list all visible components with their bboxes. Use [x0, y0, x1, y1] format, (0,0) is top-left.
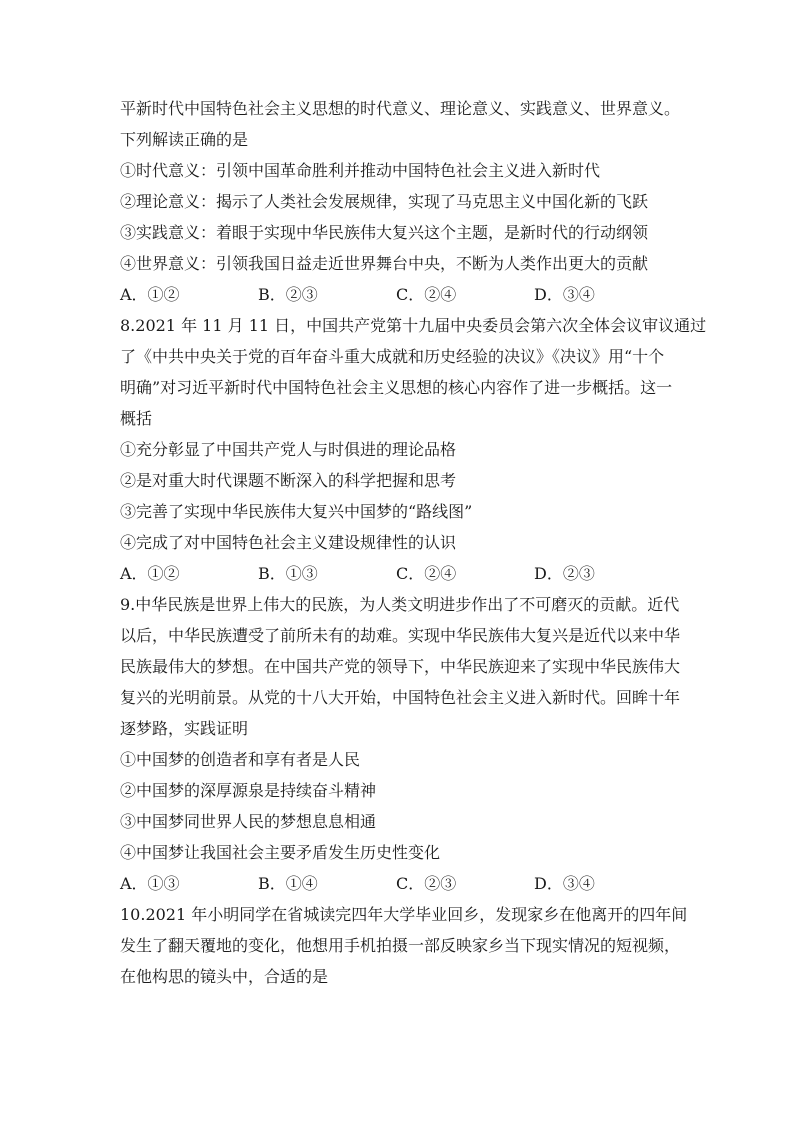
statement-4: ④中国梦让我国社会主要矛盾发生历史性变化: [120, 843, 441, 862]
question-stem-line: 了《中共中央关于党的百年奋斗重大成就和历史经验的决议》《决议》用“十个: [120, 347, 665, 366]
question-8: [120, 310, 707, 589]
option-b: B．①③: [258, 564, 318, 583]
statement-1: ①中国梦的创造者和享有者是人民: [120, 750, 361, 769]
question-stem-line: 平新时代中国特色社会主义思想的时代意义、理论意义、实践意义、世界意义。: [120, 99, 681, 118]
question-stem-line: 9.中华民族是世界上伟大的民族，为人类文明进步作出了不可磨灭的贡献。近代: [120, 595, 680, 614]
option-a: A．①②: [120, 285, 180, 304]
statement-3: ③中国梦同世界人民的梦想息息相通: [120, 812, 377, 831]
question-stem-line: 在他构思的镜头中，合适的是: [120, 967, 329, 986]
option-d: D．②③: [534, 564, 595, 583]
option-d: D．③④: [534, 874, 595, 893]
question-stem-line: 民族最伟大的梦想。在中国共产党的领导下，中华民族迎来了实现中华民族伟大: [120, 657, 681, 676]
option-c: C．②③: [396, 874, 457, 893]
option-b: B．②③: [258, 285, 318, 304]
question-stem-line: 8.2021 年 11 月 11 日，中国共产党第十九届中央委员会第六次全体会议审议通过: [120, 316, 707, 335]
document-page: [120, 93, 707, 992]
question-9: [120, 589, 680, 899]
option-a: A．①②: [120, 564, 180, 583]
question-stem-line: 发生了翻天覆地的变化，他想用手机拍摄一部反映家乡当下现实情况的短视频，: [120, 936, 681, 955]
statement-3: ③实践意义：着眼于实现中华民族伟大复兴这个主题，是新时代的行动纲领: [120, 223, 649, 242]
answer-options: [120, 868, 680, 899]
option-c: C．②④: [396, 285, 457, 304]
option-a: A．①③: [120, 874, 180, 893]
question-stem-line: 10.2021 年小明同学在省城读完四年大学毕业回乡，发现家乡在他离开的四年间: [120, 905, 688, 924]
statement-2: ②中国梦的深厚源泉是持续奋斗精神: [120, 781, 377, 800]
question-stem-line: 复兴的光明前景。从党的十八大开始，中国特色社会主义进入新时代。回眸十年: [120, 688, 681, 707]
question-stem-line: 逐梦路，实践证明: [120, 719, 249, 738]
statement-1: ①时代意义：引领中国革命胜利并推动中国特色社会主义进入新时代: [120, 161, 601, 180]
answer-options: [120, 279, 680, 310]
option-c: C．②④: [396, 564, 457, 583]
question-7-continuation: [120, 93, 680, 310]
statement-4: ④世界意义：引领我国日益走近世界舞台中央，不断为人类作出更大的贡献: [120, 254, 649, 273]
question-stem-line: 明确”对习近平新时代中国特色社会主义思想的核心内容作了进一步概括。这一: [120, 378, 673, 397]
answer-options: [120, 558, 680, 589]
option-b: B．①④: [258, 874, 318, 893]
statement-1: ①充分彰显了中国共产党人与时俱进的理论品格: [120, 440, 457, 459]
option-d: D．③④: [534, 285, 595, 304]
statement-2: ②理论意义：揭示了人类社会发展规律，实现了马克思主义中国化新的飞跃: [120, 192, 649, 211]
question-stem-line: 下列解读正确的是: [120, 130, 249, 149]
question-stem-line: 概括: [120, 409, 153, 428]
statement-2: ②是对重大时代课题不断深入的科学把握和思考: [120, 471, 457, 490]
question-10: [120, 899, 688, 992]
statement-4: ④完成了对中国特色社会主义建设规律性的认识: [120, 533, 457, 552]
question-stem-line: 以后，中华民族遭受了前所未有的劫难。实现中华民族伟大复兴是近代以来中华: [120, 626, 681, 645]
statement-3: ③完善了实现中华民族伟大复兴中国梦的“路线图”: [120, 502, 473, 521]
